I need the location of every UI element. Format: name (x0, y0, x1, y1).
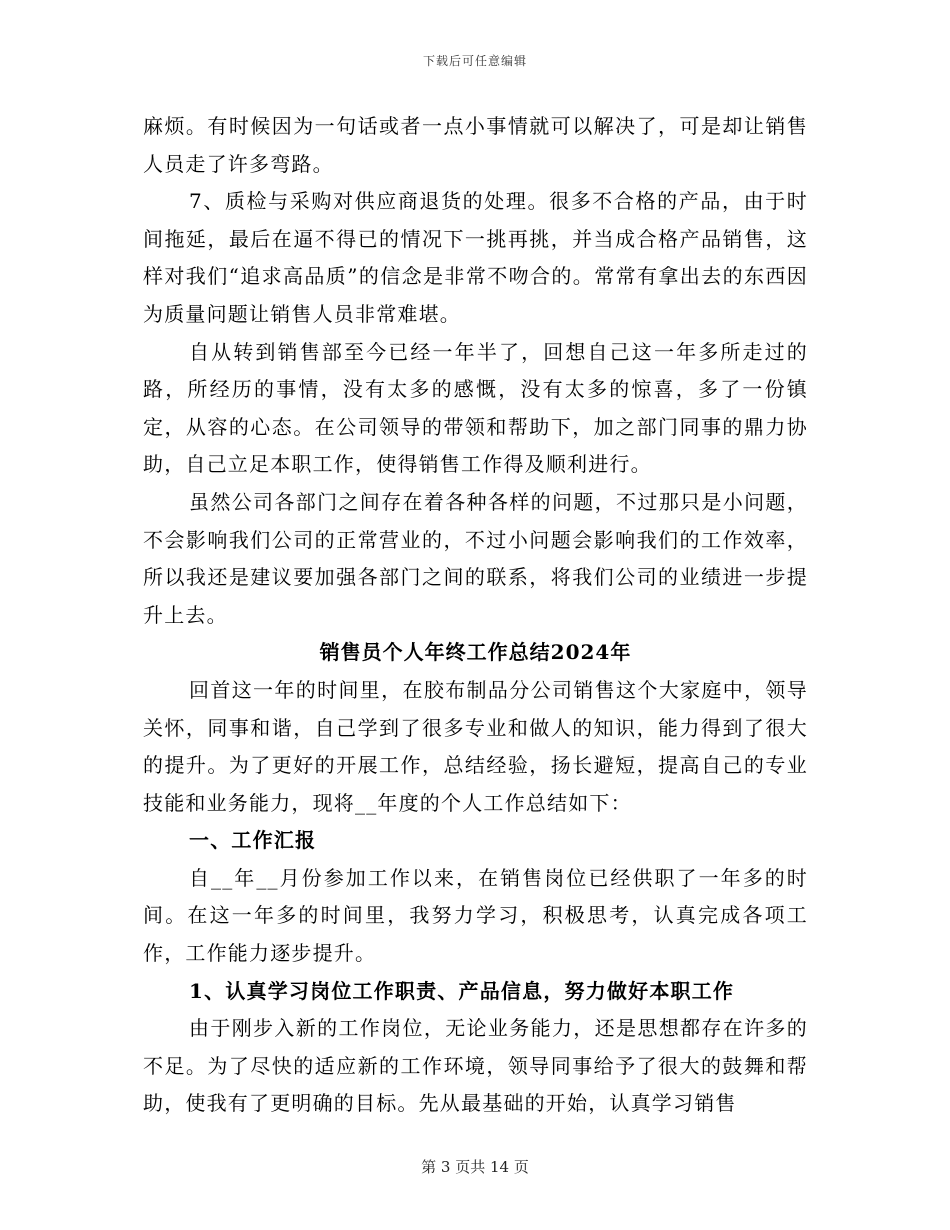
paragraph-work-report: 自__年__月份参加工作以来，在销售岗位已经供职了一年多的时间。在这一年多的时间里，我努力学习，积极思考，认真完成各项工作，工作能力逐步提升。 (143, 865, 808, 966)
paragraph-continued: 麻烦。有时候因为一句话或者一点小事情就可以解决了，可是却让销售人员走了许多弯路。 (143, 114, 808, 176)
paragraph-suggestion: 虽然公司各部门之间存在着各种各样的问题，不过那只是小问题，不会影响我们公司的正常营业的，不过小问题会影响我们的工作效率，所以我还是建议要加强各部门之间的联系，将我们公司的业绩进一步提升上去。 (143, 489, 808, 627)
paragraph-item-7: 7、质检与采购对供应商退货的处理。很多不合格的产品，由于时间拖延，最后在逼不得已的情况下一挑再挑，并当成合格产品销售，这样对我们“追求高品质”的信念是非常不吻合的。常常有拿出去的东西因为质量问题让销售人员非常难堪。 (143, 189, 808, 326)
heading-learning: 1、认真学习岗位工作职责、产品信息，努力做好本职工作 (189, 978, 735, 1003)
paragraph-learning: 由于刚步入新的工作岗位，无论业务能力，还是思想都存在许多的不足。为了尽快的适应新的工作环境，领导同事给予了很大的鼓舞和帮助，使我有了更明确的目标。先从最基础的开始，认真学习销售 (143, 1016, 808, 1116)
document-body (143, 108, 808, 1123)
paragraph-reflection: 自从转到销售部至今已经一年半了，回想自己这一年多所走过的路，所经历的事情，没有太多的感慨，没有太多的惊喜，多了一份镇定，从容的心态。在公司领导的带领和帮助下，加之部门同事的鼎力协助，自己立足本职工作，使得销售工作得及顺利进行。 (143, 339, 808, 477)
paragraph-intro: 回首这一年的时间里，在胶布制品分公司销售这个大家庭中，领导关怀，同事和谐，自己学到了很多专业和做人的知识，能力得到了很大的提升。为了更好的开展工作，总结经验，扬长避短，提高自己的专业技能和业务能力，现将__年度的个人工作总结如下： (143, 677, 808, 815)
heading-work-report: 一、工作汇报 (189, 828, 317, 853)
page-footer: 第 3 页共 14 页 (421, 1158, 529, 1176)
section-title: 销售员个人年终工作总结2024年 (319, 640, 632, 665)
page-header: 下载后可任意编辑 (422, 54, 527, 68)
